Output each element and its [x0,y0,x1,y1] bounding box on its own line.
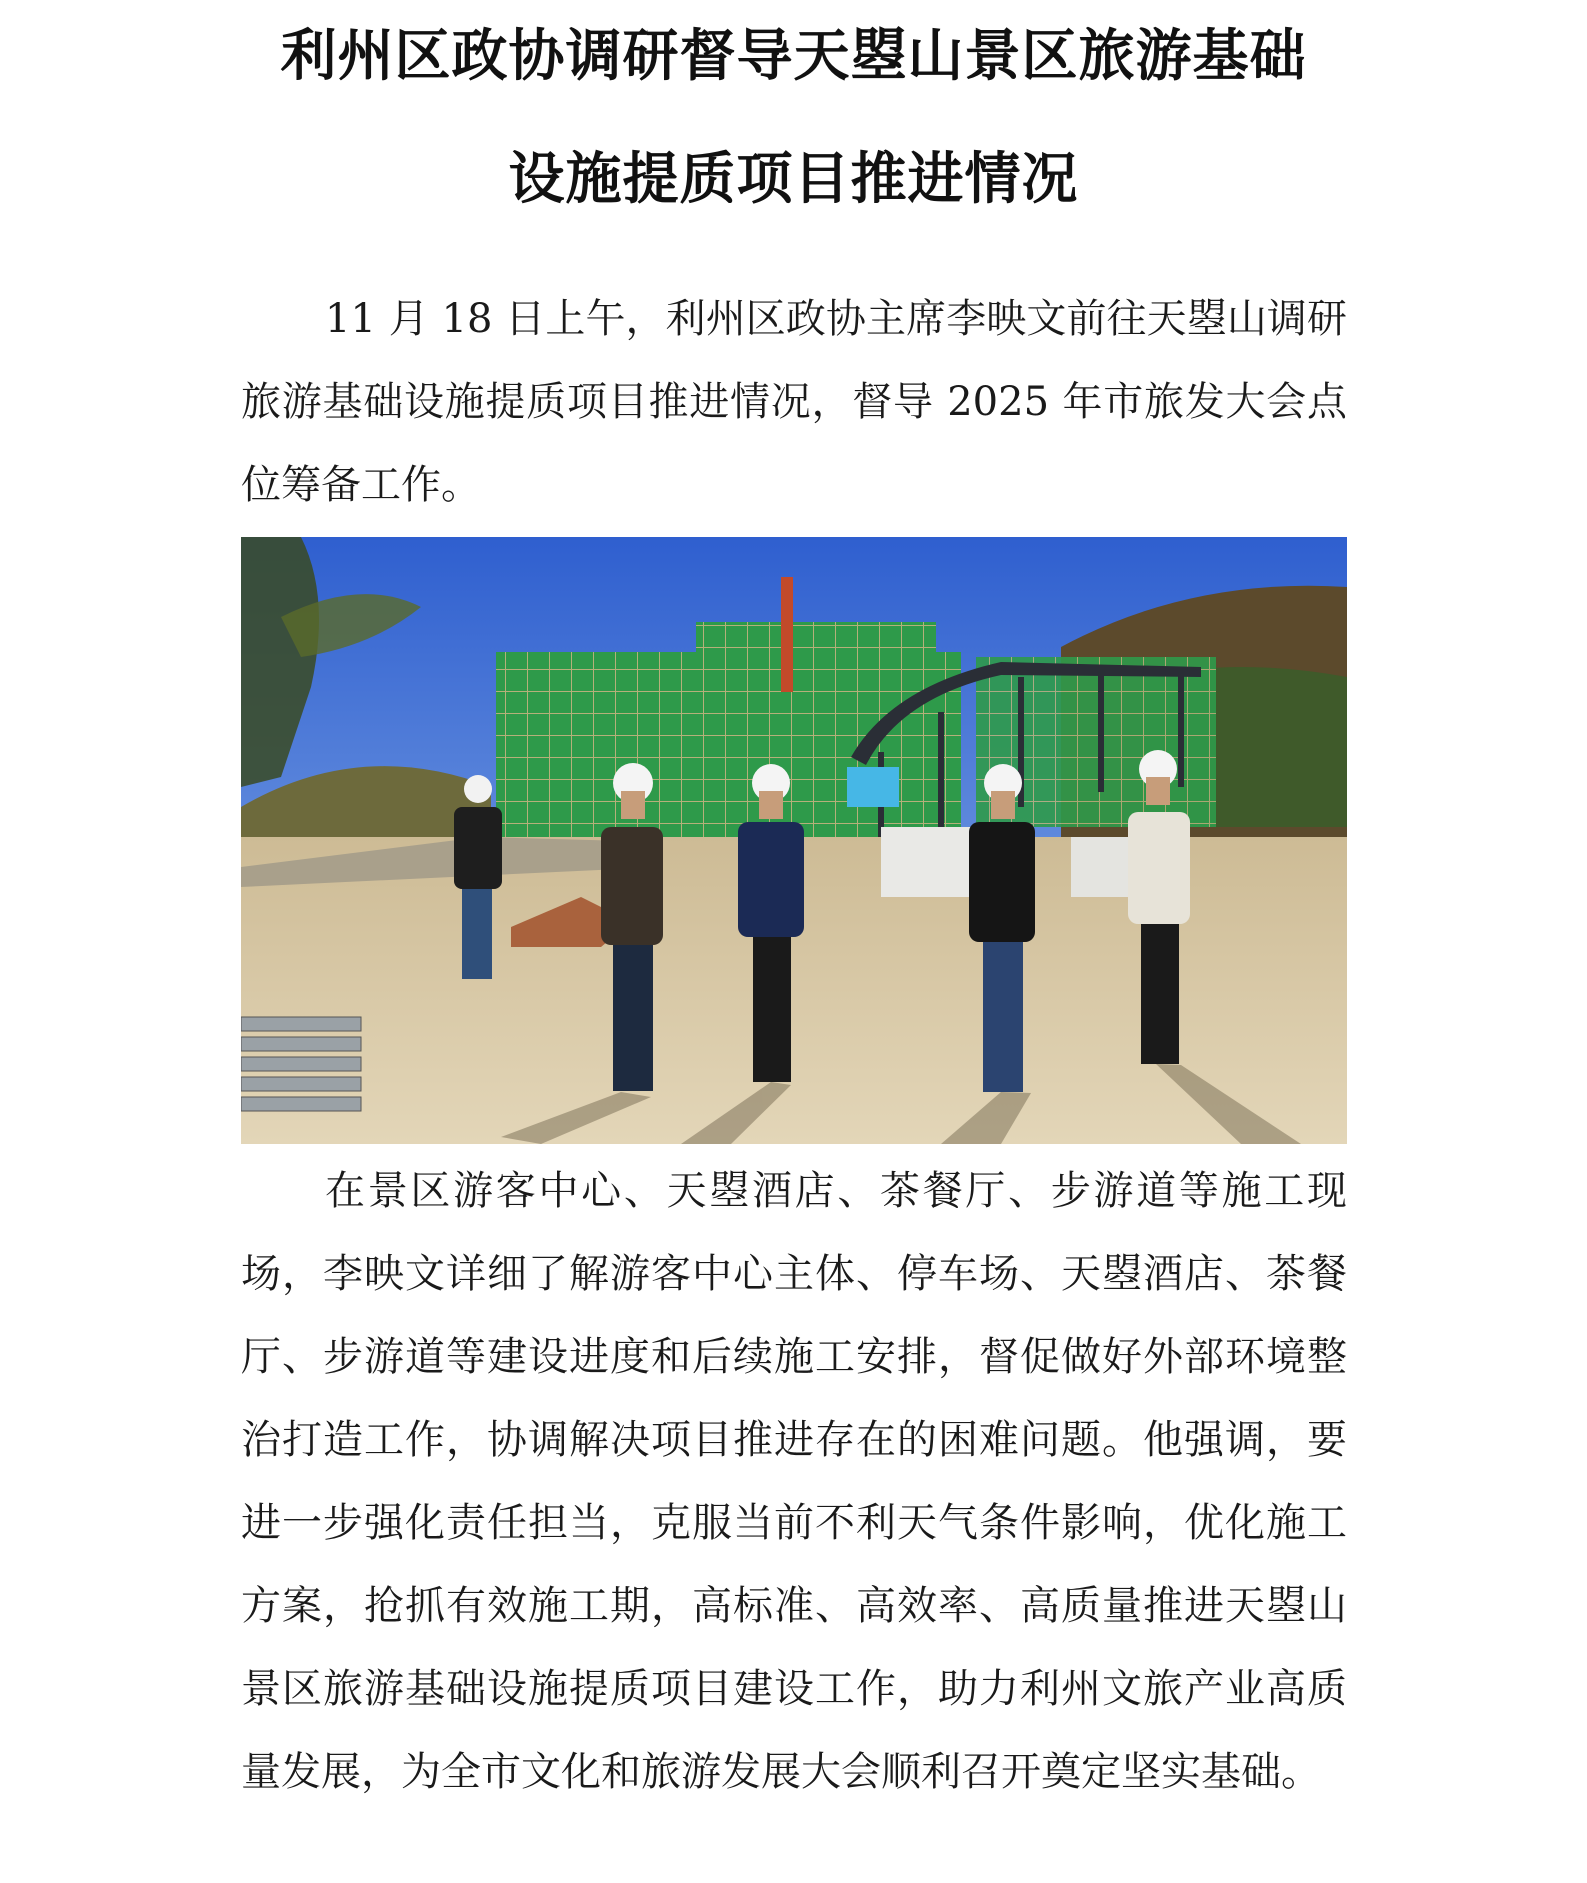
article-title-line-1: 利州区政协调研督导天曌山景区旅游基础 [280,23,1307,89]
article-title-line-2: 设施提质项目推进情况 [508,146,1079,212]
article-paragraph-2: 在景区游客中心、天曌酒店、茶餐厅、步游道等施工现场，李映文详细了解游客中心主体、停车场、天曌酒店、茶餐厅、步游道等建设进度和后续施工安排，督促做好外部环境整治打造工作，协调解决项目推进存在的困难问题。他强调，要进一步强化责任担当，克服当前不利天气条件影响，优化施工方案，抢抓有效施工期，高标准、高效率、高质量推进天曌山景区旅游基础设施提质项目建设工作，助力利州文旅产业高质量发展，为全市文化和旅游发展大会顺利召开奠定坚实基础。 [241,1168,1347,1795]
construction-site-photo [241,537,1347,1144]
article-paragraph-1: 11 月 18 日上午，利州区政协主席李映文前往天曌山调研旅游基础设施提质项目推进情况，督导 2025 年市旅发大会点位筹备工作。 [241,296,1347,508]
